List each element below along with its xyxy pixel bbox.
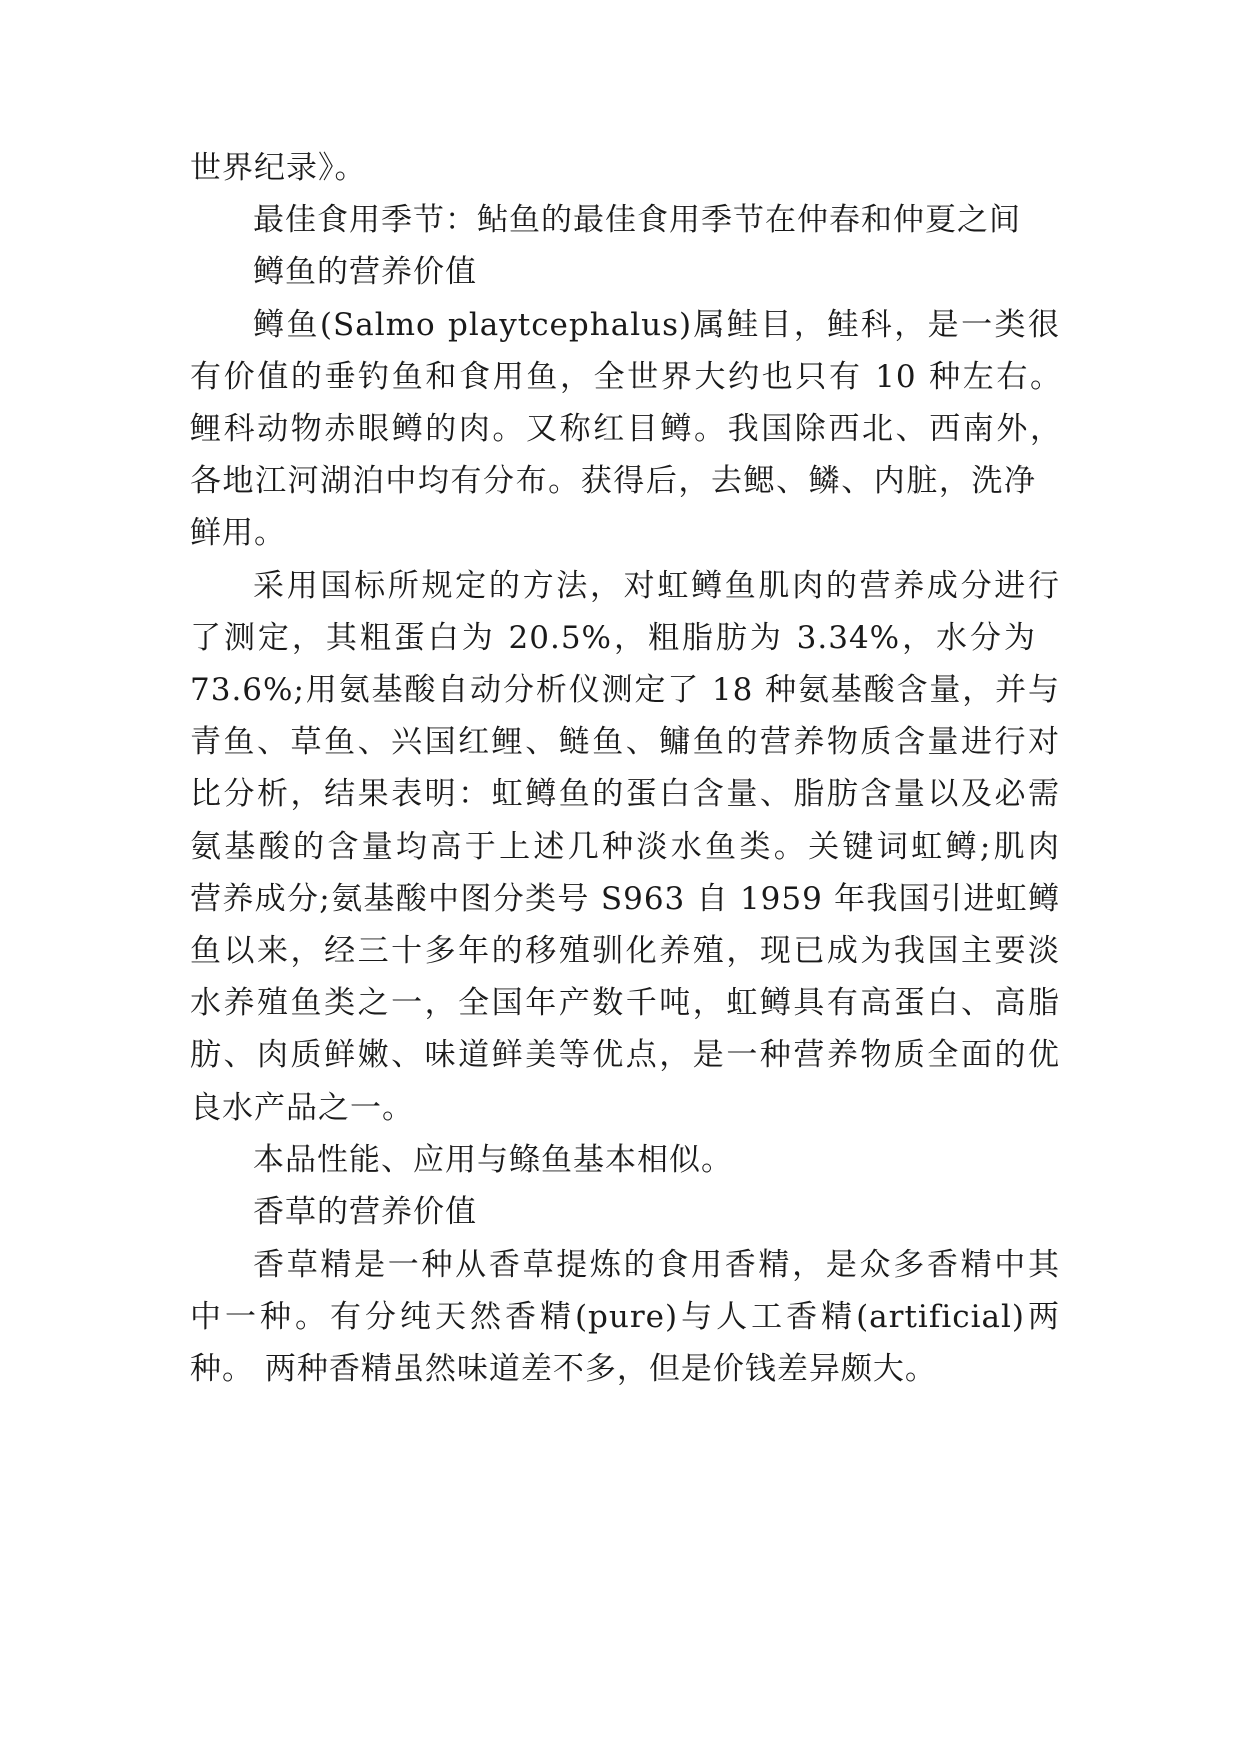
text-line: 中一种。有分纯天然香精(pure)与人工香精(artificial)两 [190,1299,1060,1335]
text-line: 73.6%;用氨基酸自动分析仪测定了 18 种氨基酸含量，并与 [190,672,1060,708]
text-line: 营养成分;氨基酸中图分类号 S963 自 1959 年我国引进虹鳟 [190,881,1060,917]
text-line: 最佳食用季节：鲇鱼的最佳食用季节在仲春和仲夏之间 [253,202,1021,238]
text-line: 氨基酸的含量均高于上述几种淡水鱼类。关键词虹鳟;肌肉 [190,829,1060,865]
text-line: 肪、肉质鲜嫩、味道鲜美等优点，是一种营养物质全面的优 [190,1037,1060,1073]
section-heading: 香草的营养价值 [253,1194,477,1230]
text-line: 鱼以来，经三十多年的移殖驯化养殖，现已成为我国主要淡 [190,933,1060,969]
text-line: 青鱼、草鱼、兴国红鲤、鲢鱼、鳙鱼的营养物质含量进行对 [190,724,1060,760]
text-line: 鲤科动物赤眼鳟的肉。又称红目鳟。我国除西北、西南外， [190,411,1062,447]
text-line: 了测定，其粗蛋白为 20.5%，粗脂肪为 3.34%，水分为 [190,620,1036,656]
text-line: 各地江河湖泊中均有分布。获得后，去鳃、鳞、内脏，洗净 [190,463,1036,499]
text-line: 良水产品之一。 [190,1090,414,1126]
text-line: 种。 两种香精虽然味道差不多，但是价钱差异颇大。 [190,1351,937,1387]
text-line: 比分析，结果表明：虹鳟鱼的蛋白含量、脂肪含量以及必需 [190,776,1060,812]
text-line: 采用国标所规定的方法，对虹鳟鱼肌肉的营养成分进行 [253,568,1060,604]
text-line: 世界纪录》。 [190,150,367,186]
text-line: 水养殖鱼类之一，全国年产数千吨，虹鳟具有高蛋白、高脂 [190,985,1060,1021]
text-line: 鲜用。 [190,515,286,551]
text-line: 香草精是一种从香草提炼的食用香精，是众多香精中其 [253,1247,1060,1283]
text-line: 有价值的垂钓鱼和食用鱼，全世界大约也只有 10 种左右。 [190,359,1062,395]
text-line: 鳟鱼(Salmo playtcephalus)属鲑目，鲑科，是一类很 [253,307,1060,343]
text-line: 本品性能、应用与鲦鱼基本相似。 [253,1142,733,1178]
section-heading: 鳟鱼的营养价值 [253,254,477,290]
